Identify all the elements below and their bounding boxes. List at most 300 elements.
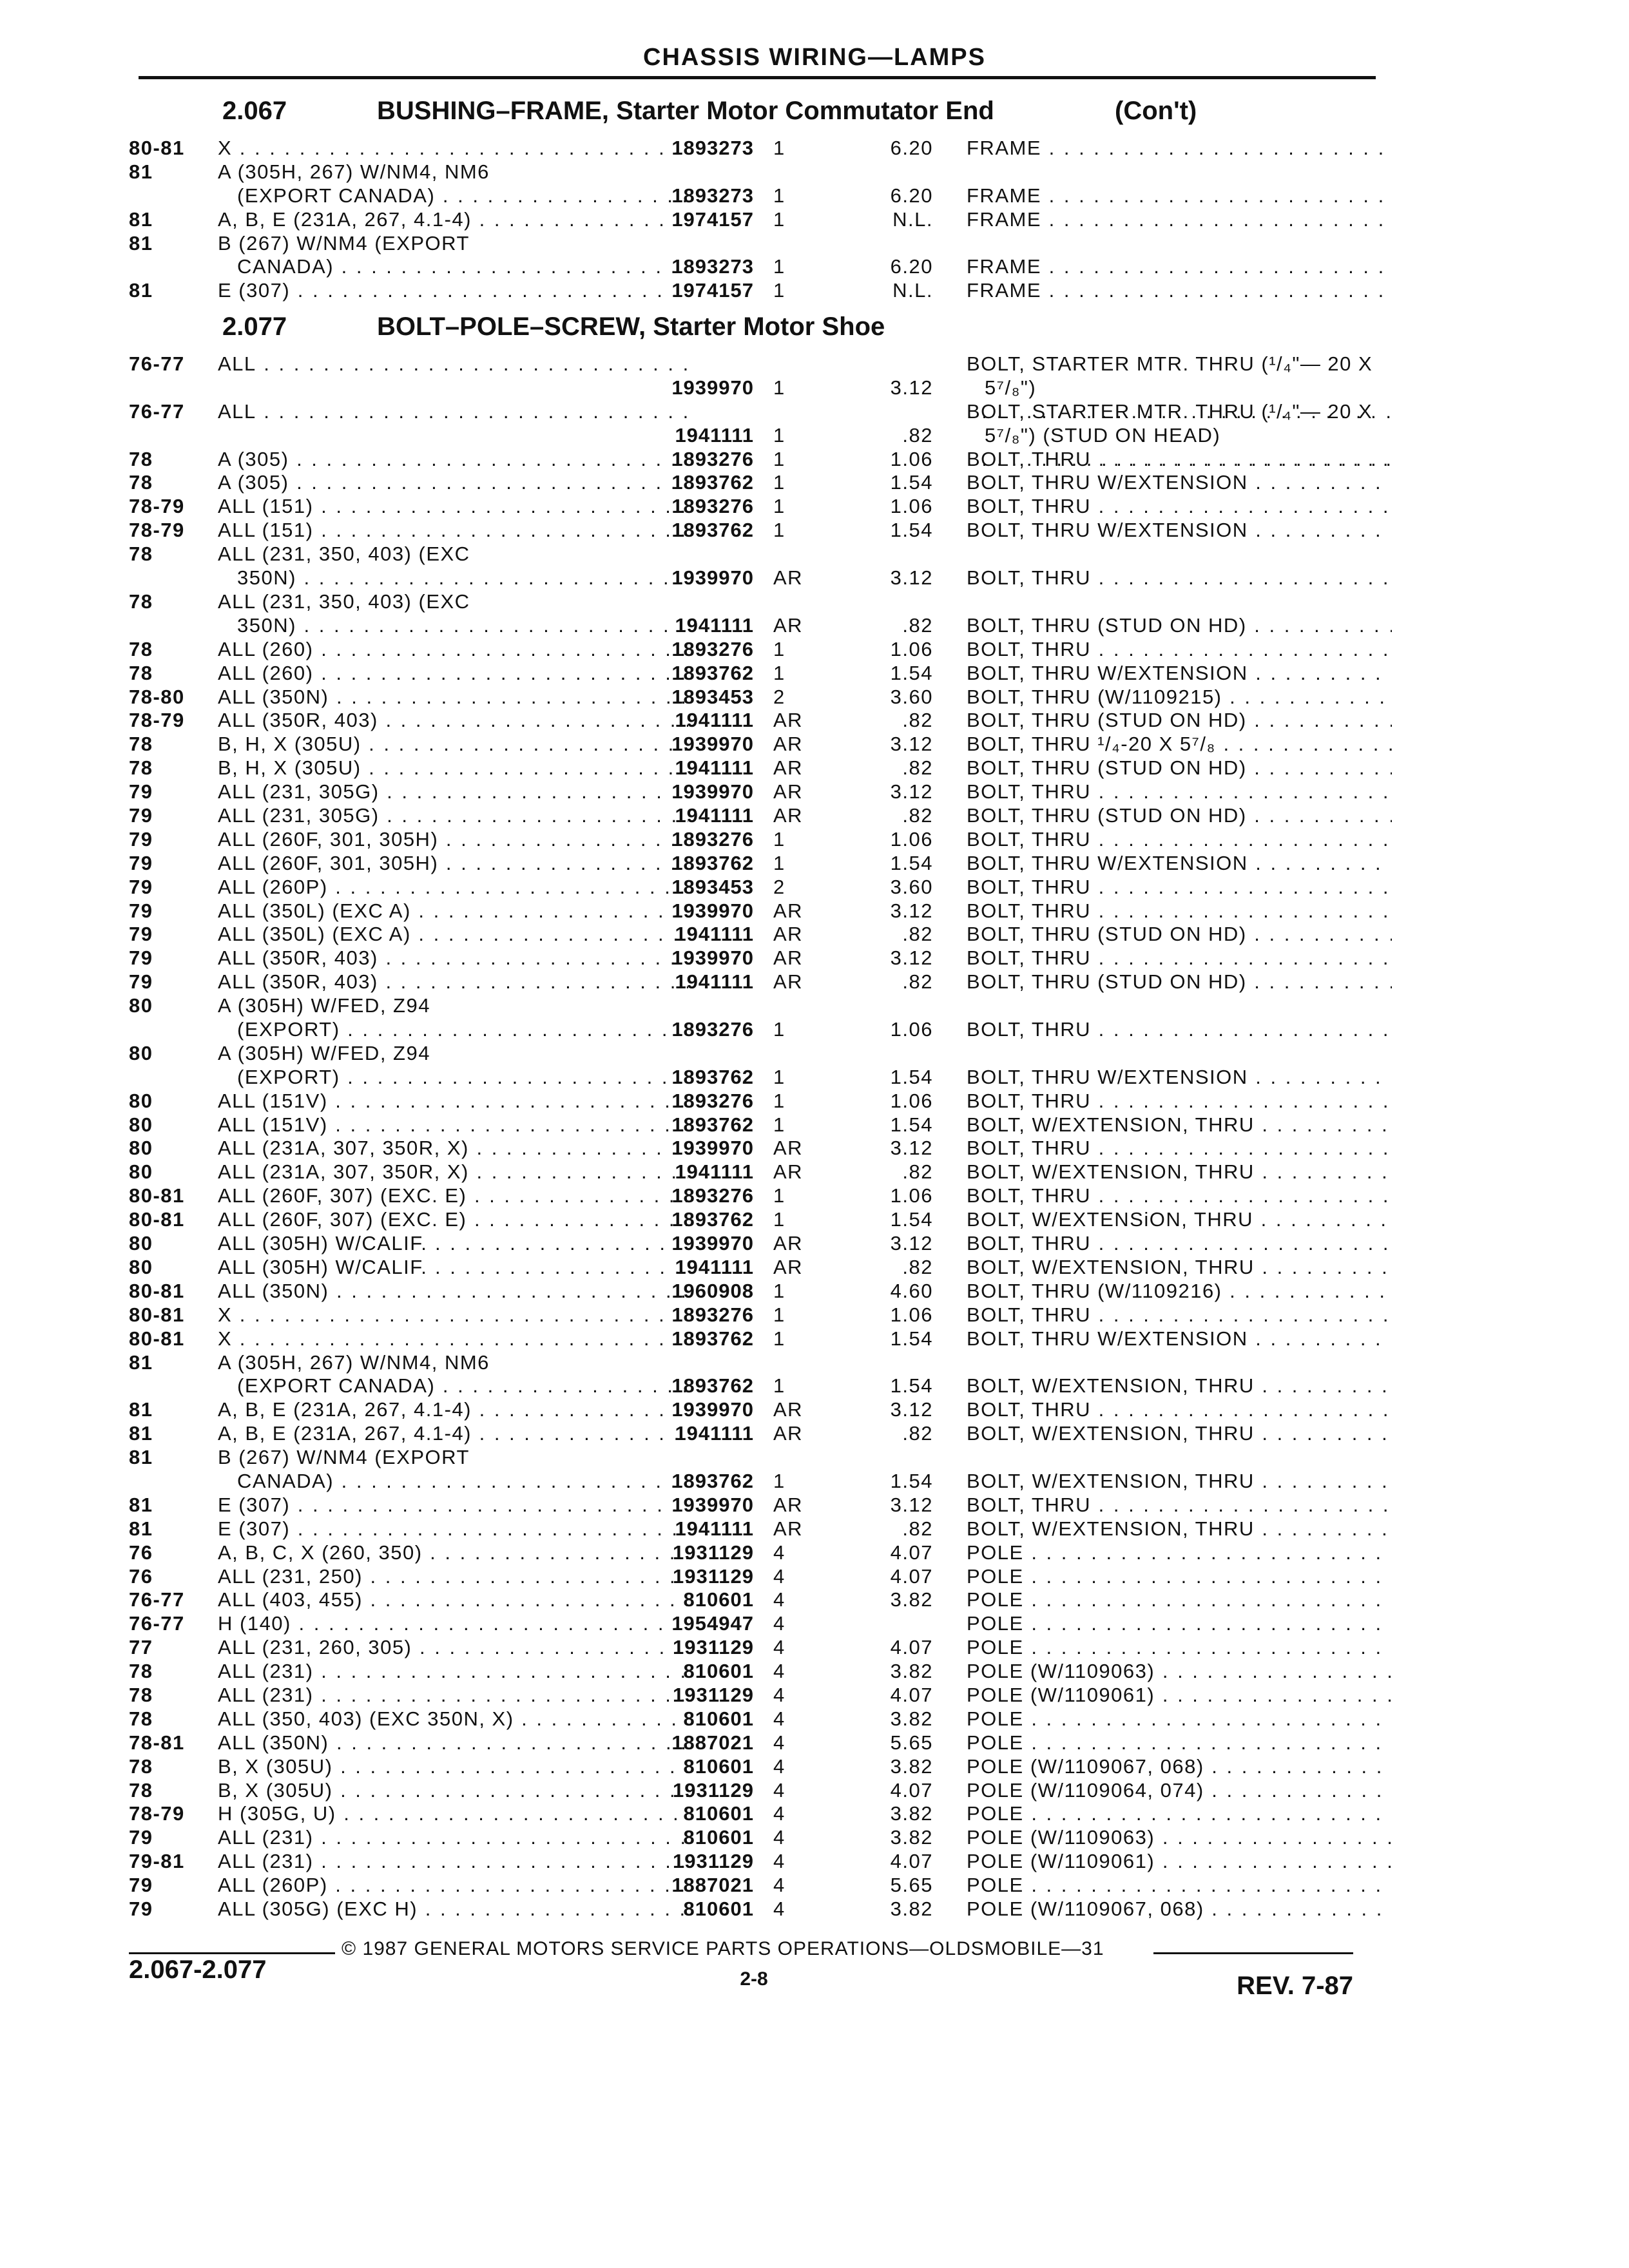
part-number: 1893453 [671,875,754,898]
price: 4.60 [890,1279,933,1302]
quantity: 4 [773,1564,786,1588]
quantity: 1 [773,851,786,874]
application-line-1: A, B, E (231A, 267, 4.1-4) [218,1422,472,1445]
quantity: 4 [773,1898,786,1921]
description [967,1208,1392,1232]
price: 4.07 [890,1541,933,1564]
price: 3.12 [890,376,933,399]
application-line-1: B, X (305U) [218,1754,333,1778]
table-row [129,1850,1392,1874]
part-number: 1893273 [671,184,754,207]
table-row [129,638,1392,662]
price: 3.60 [890,685,933,708]
table-row [129,923,1392,947]
leader-dots [1024,1541,1392,1564]
quantity: AR [773,970,804,994]
price: 1.54 [890,1113,933,1136]
price: 1.54 [890,1374,933,1398]
year-range: 78-80 [129,685,185,708]
application-line-1: A, B, E (231A, 267, 4.1-4) [218,207,472,231]
part-number: 1893273 [671,255,754,278]
quantity: 1 [773,1089,786,1112]
quantity: AR [773,1232,804,1255]
price: 1.06 [890,1303,933,1326]
application-line-1: ALL (350L) (EXC A) [218,923,411,946]
description [967,1541,1392,1565]
description [967,756,1392,780]
description [967,780,1392,804]
table-row [129,686,1392,709]
description-line-1: BOLT, THRU [967,899,1091,922]
description-line-1: BOLT, THRU [967,1137,1091,1160]
year-range: 78 [129,1684,153,1706]
leader-dots [1248,852,1392,874]
leader-dots [1248,1327,1392,1350]
application-line-2: (EXPORT CANADA) . . . [218,184,688,208]
description [967,947,1392,970]
table-row [129,1517,1392,1541]
application-line-2: 350N) . . . [218,614,688,638]
leader-dots [1041,208,1392,231]
leader-dots [1091,1184,1392,1207]
price: 3.12 [890,780,933,803]
year-range: 80 [129,1137,153,1160]
part-number: 1893276 [671,1184,754,1207]
quantity: AR [773,1255,804,1278]
leader-dots [1091,448,1392,470]
table-row [129,1090,1392,1113]
description [967,1374,1392,1398]
table-row [129,1303,1392,1327]
description-line-1: BOLT, THRU [967,1089,1091,1112]
description-line-1: POLE (W/1109064, 074) [967,1778,1204,1802]
table-row [129,1113,1392,1137]
application-line-1: E (307) [218,279,291,302]
part-number: 1893276 [671,495,754,518]
description [967,1802,1392,1826]
price: 4.07 [890,1778,933,1802]
leader-dots [1091,780,1392,803]
parts-table [129,137,1392,303]
part-number: 1887021 [671,1874,754,1897]
year-range: 78-79 [129,709,185,732]
price: 1.06 [890,1018,933,1041]
price: 1.06 [890,1184,933,1207]
price: 1.54 [890,851,933,874]
price: 1.54 [890,1327,933,1350]
quantity: 1 [773,423,786,447]
leader-dots [1248,471,1392,494]
description [967,1612,1392,1636]
part-number: 1931129 [673,1778,754,1802]
leader-dots [1091,876,1392,898]
application-line-1: ALL (305G) (EXC H) [218,1898,418,1921]
part-number: 1941111 [675,1517,754,1540]
part-number: 1941111 [675,1422,754,1445]
leader-dots [1216,733,1392,755]
price: 4.07 [890,1850,933,1873]
description [967,1184,1392,1208]
year-range: 80-81 [129,1208,185,1231]
leader-dots [1255,1256,1392,1278]
quantity: 4 [773,1707,786,1730]
year-range: 79 [129,780,153,803]
part-number: 1893453 [671,685,754,708]
part-number: 1931129 [673,1684,754,1706]
footer-rule [129,1952,335,1954]
price: 5.65 [890,1731,933,1754]
description-line-1: BOLT, THRU (STUD ON HD) [967,709,1247,732]
description-line-1: BOLT, THRU [967,780,1091,803]
description [967,1232,1392,1256]
description-line-1: BOLT, THRU [967,947,1091,970]
year-range: 78 [129,543,153,566]
price: N.L. [892,207,933,231]
description-line-1: FRAME [967,207,1041,231]
application-line-1: B, X (305U) [218,1778,333,1802]
table-row [129,852,1392,876]
quantity: 1 [773,1469,786,1492]
application-line-1: ALL (350, 403) (EXC 350N, X) [218,1707,514,1730]
description-line-1: BOLT, W/EXTENSION, THRU [967,1255,1255,1278]
price: .82 [902,756,933,780]
table-row [129,543,1392,590]
description [967,184,1392,208]
description-line-1: BOLT, THRU [967,1184,1091,1207]
table-row [129,1707,1392,1731]
quantity: 4 [773,1612,786,1635]
quantity: AR [773,923,804,946]
year-range: 78 [129,1778,153,1802]
description [967,1731,1392,1755]
table-row [129,1446,1392,1494]
table-row [129,1802,1392,1826]
application-line-1: ALL (231) [218,1850,314,1873]
price: 4.07 [890,1684,933,1706]
description-line-1: POLE [967,1802,1024,1825]
leader-dots [1091,495,1392,517]
quantity: AR [773,780,804,803]
application-line-1: ALL (260F, 307) (EXC. E) [218,1184,467,1207]
year-range: 76 [129,1541,153,1564]
application-line-1: ALL (231, 305G) [218,803,380,827]
year-range: 78-79 [129,495,185,518]
table-row [129,279,1392,303]
section-2077 [129,312,1392,1921]
price: 5.65 [890,1874,933,1897]
description [967,614,1392,638]
leader-dots [1248,662,1392,684]
application-line-1: H (140) [218,1612,291,1635]
table-row [129,1612,1392,1636]
leader-dots [1255,1113,1392,1136]
description-line-1: BOLT, THRU (W/1109215) [967,685,1222,708]
application-line-1: ALL [218,399,256,423]
part-number: 1893762 [671,661,754,684]
description-line-1: POLE (W/1109063) [967,1826,1155,1849]
description [967,828,1392,852]
price: 3.82 [890,1898,933,1921]
description-line-1: BOLT, THRU [967,495,1091,518]
quantity: 4 [773,1802,786,1825]
year-range: 78 [129,1754,153,1778]
price: 1.54 [890,519,933,542]
price: 1.06 [890,827,933,850]
description-line-1: BOLT, W/EXTENSION, THRU [967,1113,1255,1136]
quantity: AR [773,756,804,780]
leader-dots [1091,828,1392,850]
application-line-1: A (305H) W/FED, Z94 [218,1041,430,1064]
part-number: 810601 [683,1754,754,1778]
table-row [129,1588,1392,1612]
table-row [129,1731,1392,1755]
quantity: 1 [773,661,786,684]
year-range: 79 [129,970,153,994]
description-line-1: POLE [967,1612,1024,1635]
table-row [129,1684,1392,1707]
description [967,1398,1392,1422]
description [967,1874,1392,1898]
table-row [129,828,1392,852]
application-line-1: ALL (350N) [218,1279,329,1302]
description-line-1: BOLT, W/EXTENSION, THRU [967,1469,1255,1492]
year-range: 81 [129,279,153,302]
part-number: 1939970 [671,780,754,803]
year-range: 79 [129,947,153,970]
price: 1.54 [890,1065,933,1088]
price: .82 [902,803,933,827]
description [967,1565,1392,1589]
price: .82 [902,423,933,447]
part-number: 1939970 [671,1232,754,1255]
parts-table [129,352,1392,1921]
quantity: AR [773,947,804,970]
leader-dots [1155,1826,1392,1849]
quantity: AR [773,1517,804,1540]
part-number: 1893276 [671,1089,754,1112]
application-line-1: H (305G, U) [218,1802,336,1825]
description-line-1: BOLT, THRU [967,447,1091,470]
part-number: 1893762 [671,1327,754,1350]
description-line-1: POLE [967,1564,1024,1588]
table-row [129,1184,1392,1208]
part-number: 1887021 [671,1731,754,1754]
leader-dots [1253,1208,1392,1231]
application-line-1: ALL (151) [218,519,314,542]
description-line-1: BOLT, W/EXTENSION, THRU [967,1374,1255,1398]
description [967,1755,1392,1779]
year-range: 78-81 [129,1731,185,1754]
year-range: 79 [129,803,153,827]
leader-dots [1091,947,1392,969]
table-row [129,1636,1392,1660]
description [967,1779,1392,1803]
application-line-1: ALL (151) [218,495,314,518]
year-range: 77 [129,1636,153,1659]
year-range: 81 [129,207,153,231]
year-range: 76 [129,1564,153,1588]
quantity: 4 [773,1874,786,1897]
table-row [129,662,1392,686]
application-line-1: X [218,1303,233,1326]
application-line-2: (EXPORT) . . . [218,1066,688,1090]
part-number: 810601 [683,1660,754,1683]
year-range: 80 [129,1113,153,1136]
price: 1.54 [890,1469,933,1492]
application-line-1: ALL (260F, 301, 305H) [218,827,439,850]
description [967,1517,1392,1541]
quantity: 2 [773,685,786,708]
description-line-1: BOLT, THRU W/EXTENSION [967,661,1248,684]
part-number: 1941111 [675,803,754,827]
quantity: 1 [773,1374,786,1398]
year-range: 78 [129,733,153,756]
quantity: 1 [773,137,786,159]
quantity: 4 [773,1636,786,1659]
table-row [129,471,1392,495]
price: .82 [902,709,933,732]
section-2067 [129,97,1392,303]
part-number: 1939970 [671,1493,754,1516]
price: 1.06 [890,495,933,518]
part-number: 1939970 [671,733,754,756]
part-number: 1931129 [673,1636,754,1659]
price: 1.54 [890,471,933,494]
price: 3.12 [890,899,933,922]
leader-dots [1255,1422,1392,1445]
table-row [129,1160,1392,1184]
leader-dots [1091,1303,1392,1326]
description-line-1: BOLT, STARTER MTR. THRU (¹/₄"— 20 X [967,399,1373,423]
price: 3.12 [890,947,933,970]
leader-dots [1091,566,1392,589]
description [967,1684,1392,1707]
price: .82 [902,1422,933,1445]
table-row [129,1208,1392,1232]
year-range: 78 [129,661,153,684]
application [218,352,688,376]
description [967,638,1392,662]
year-range: 78 [129,1660,153,1683]
leader-dots [1247,709,1392,731]
quantity: 4 [773,1778,786,1802]
description-line-1: BOLT, THRU W/EXTENSION [967,519,1248,542]
quantity: 1 [773,637,786,660]
quantity: AR [773,1398,804,1421]
application-line-2: (EXPORT CANADA) . . . [218,1374,688,1398]
description-line-1: POLE (W/1109063) [967,1660,1155,1683]
application-line-1: B (267) W/NM4 (EXPORT [218,231,470,255]
part-number: 1941111 [675,970,754,994]
description [967,876,1392,899]
description-line-1: POLE [967,1707,1024,1730]
price: 3.12 [890,1493,933,1516]
year-range: 80 [129,1041,153,1064]
quantity: 1 [773,1113,786,1136]
application [218,400,688,424]
section-number: 2.077 [222,312,287,341]
application-line-1: ALL (231A, 307, 350R, X) [218,1160,469,1184]
description [967,208,1392,232]
table-row [129,899,1392,923]
description [967,1256,1392,1280]
application-line-1: ALL (260F, 307) (EXC. E) [218,1208,467,1231]
quantity: AR [773,1137,804,1160]
description-line-1: POLE (W/1109061) [967,1684,1155,1706]
table-row [129,733,1392,756]
quantity: 1 [773,1018,786,1041]
application-line-1: ALL (260P) [218,875,328,898]
table-row [129,232,1392,280]
part-number: 810601 [683,1898,754,1921]
year-range: 81 [129,1398,153,1421]
description [967,1018,1392,1042]
quantity: 4 [773,1660,786,1683]
description [967,1588,1392,1612]
description-line-1: BOLT, STARTER MTR. THRU (¹/₄"— 20 X [967,352,1373,375]
part-number: 1974157 [671,207,754,231]
application-line-1: B (267) W/NM4 (EXPORT [218,1446,470,1469]
year-range: 76-77 [129,1612,185,1635]
description-line-1: POLE (W/1109067, 068) [967,1898,1204,1921]
leader-dots [1204,1755,1392,1778]
quantity: 1 [773,207,786,231]
part-number: 1893762 [671,851,754,874]
price: 3.12 [890,1232,933,1255]
part-number: 1931129 [673,1541,754,1564]
quantity: 1 [773,1303,786,1326]
description [967,255,1392,279]
table-row [129,804,1392,828]
price: 3.82 [890,1707,933,1730]
price: .82 [902,1517,933,1540]
quantity: 1 [773,1279,786,1302]
leader-dots [1222,1280,1392,1302]
application-line-1: B, H, X (305U) [218,733,361,756]
leader-dots [1024,1731,1392,1754]
application-line-1: ALL (305H) W/CALIF. [218,1232,428,1255]
table-row [129,1232,1392,1256]
description [967,1494,1392,1517]
table-row [129,1898,1392,1921]
year-range: 76-77 [129,1588,185,1611]
part-number: 1893762 [671,519,754,542]
table-row [129,590,1392,638]
description-line-1: BOLT, W/EXTENSiON, THRU [967,1208,1254,1231]
application-line-1: A (305) [218,447,289,470]
price: .82 [902,1255,933,1278]
section-continued-label: (Con't) [1115,97,1197,125]
application-line-1: A (305) [218,471,289,494]
part-number: 1941111 [675,1255,754,1278]
table-row [129,876,1392,899]
table-row [129,1541,1392,1565]
description [967,1898,1392,1921]
leader-dots [1091,1090,1392,1112]
part-number: 1941111 [675,709,754,732]
part-number: 1941111 [675,423,754,447]
part-number: 1974157 [671,279,754,302]
table-row [129,1660,1392,1684]
year-range: 79 [129,923,153,946]
year-range: 81 [129,1350,153,1374]
description [967,1707,1392,1731]
part-number: 1939970 [671,947,754,970]
description [967,923,1392,947]
table-row [129,1042,1392,1090]
year-range: 80-81 [129,1303,185,1326]
part-number: 1939970 [671,376,754,399]
